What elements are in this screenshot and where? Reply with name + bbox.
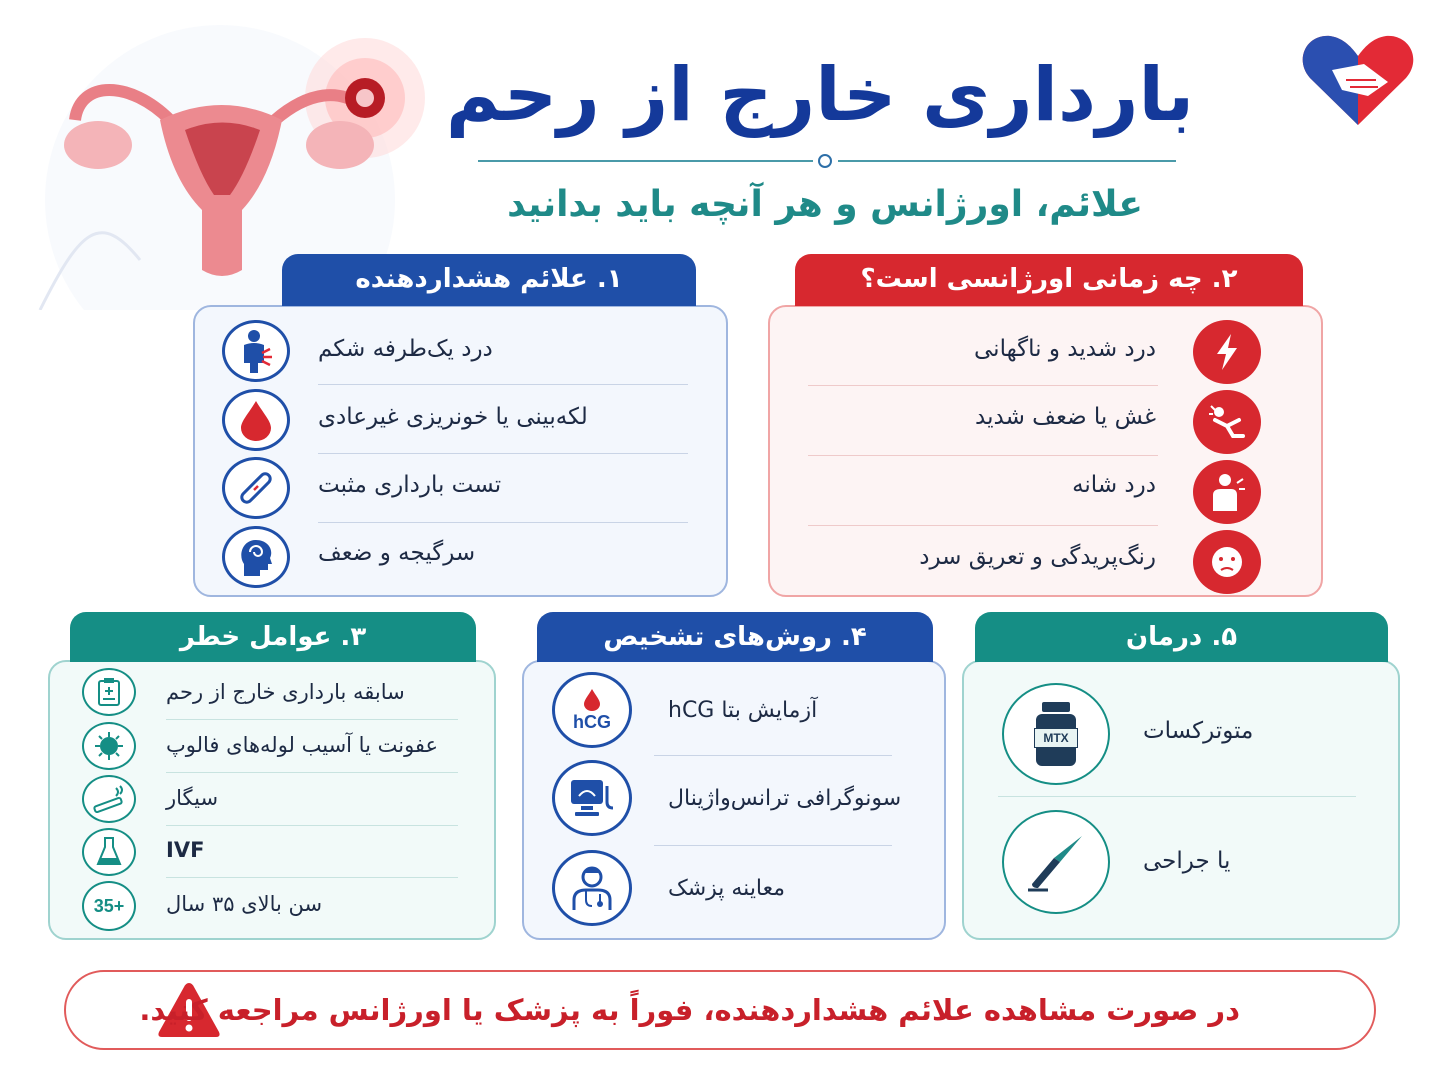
page-subtitle: علائم، اورژانس و هر آنچه باید بدانید xyxy=(507,184,1143,225)
ultrasound-icon xyxy=(552,760,632,836)
warning-signs-title: ۱. علائم هشداردهنده xyxy=(282,254,696,306)
page-title: بارداری خارج از رحم xyxy=(445,52,1195,138)
age-icon xyxy=(82,881,136,931)
hcg-badge: hCG xyxy=(573,711,611,732)
treatment-option-1: متوترکسات xyxy=(1143,718,1254,744)
scalpel-icon xyxy=(1002,810,1110,914)
warning-sign-2: لکه‌بینی یا خونریزی غیرعادی xyxy=(318,404,588,430)
divider xyxy=(166,825,458,826)
emergency-sign-4: رنگ‌پریدگی و تعریق سرد xyxy=(919,544,1156,570)
emergency-warning-text: در صورت مشاهده علائم هشداردهنده، فوراً به پزشک یا اورژانس مراجعه کنید. xyxy=(139,993,1240,1027)
divider xyxy=(808,455,1158,456)
risk-factor-5: سن بالای ۳۵ سال xyxy=(166,892,323,916)
mtx-label: MTX xyxy=(1043,731,1069,745)
dizziness-icon xyxy=(222,526,290,588)
flask-icon xyxy=(82,828,136,876)
pale-face-icon xyxy=(1193,530,1261,594)
title-divider-right xyxy=(838,160,1176,162)
risk-factor-3: سیگار xyxy=(166,786,219,810)
abdominal-pain-icon xyxy=(222,320,290,382)
diagnosis-method-3: معاینه پزشک xyxy=(668,876,786,901)
divider xyxy=(318,522,688,523)
warning-sign-4: سرگیجه و ضعف xyxy=(318,540,476,566)
emergency-sign-2: غش یا ضعف شدید xyxy=(975,404,1156,430)
emergency-title: ۲. چه زمانی اورژانسی است؟ xyxy=(795,254,1303,306)
divider xyxy=(808,385,1158,386)
germ-icon xyxy=(82,722,136,770)
risk-factor-2: عفونت یا آسیب لوله‌های فالوپ xyxy=(166,733,439,757)
divider xyxy=(998,796,1356,797)
emergency-sign-3: درد شانه xyxy=(1072,472,1156,498)
diagnosis-method-1: آزمایش بتا hCG xyxy=(668,698,818,723)
divider xyxy=(166,877,458,878)
title-divider-left xyxy=(478,160,813,162)
medical-record-icon xyxy=(82,668,136,716)
divider xyxy=(166,719,458,720)
risk-factor-4: IVF xyxy=(166,838,205,862)
divider xyxy=(654,755,892,756)
fainting-icon xyxy=(1193,390,1261,454)
diagnosis-title: ۴. روش‌های تشخیص xyxy=(537,612,933,662)
risk-factor-1: سابقه بارداری خارج از رحم xyxy=(166,680,405,704)
heart-hand-logo xyxy=(1298,30,1418,130)
doctor-icon xyxy=(552,850,632,926)
emergency-sign-1: درد شدید و ناگهانی xyxy=(974,336,1156,362)
title-divider-dot xyxy=(818,154,832,168)
risk-factors-title: ۳. عوامل خطر xyxy=(70,612,476,662)
divider xyxy=(166,772,458,773)
age-badge: 35+ xyxy=(93,895,125,916)
shoulder-pain-icon xyxy=(1193,460,1261,524)
medicine-vial-icon xyxy=(1002,683,1110,785)
diagnosis-method-2: سونوگرافی ترانس‌واژینال xyxy=(668,786,902,811)
warning-sign-1: درد یک‌طرفه شکم xyxy=(318,336,493,362)
divider xyxy=(654,845,892,846)
divider xyxy=(318,453,688,454)
treatment-title: ۵. درمان xyxy=(975,612,1388,662)
treatment-option-2: یا جراحی xyxy=(1143,848,1231,874)
cigarette-icon xyxy=(82,775,136,823)
hcg-test-icon xyxy=(552,672,632,748)
pregnancy-test-icon xyxy=(222,457,290,519)
divider xyxy=(808,525,1158,526)
divider xyxy=(318,384,688,385)
warning-sign-3: تست بارداری مثبت xyxy=(318,472,502,498)
lightning-icon xyxy=(1193,320,1261,384)
blood-drop-icon xyxy=(222,389,290,451)
